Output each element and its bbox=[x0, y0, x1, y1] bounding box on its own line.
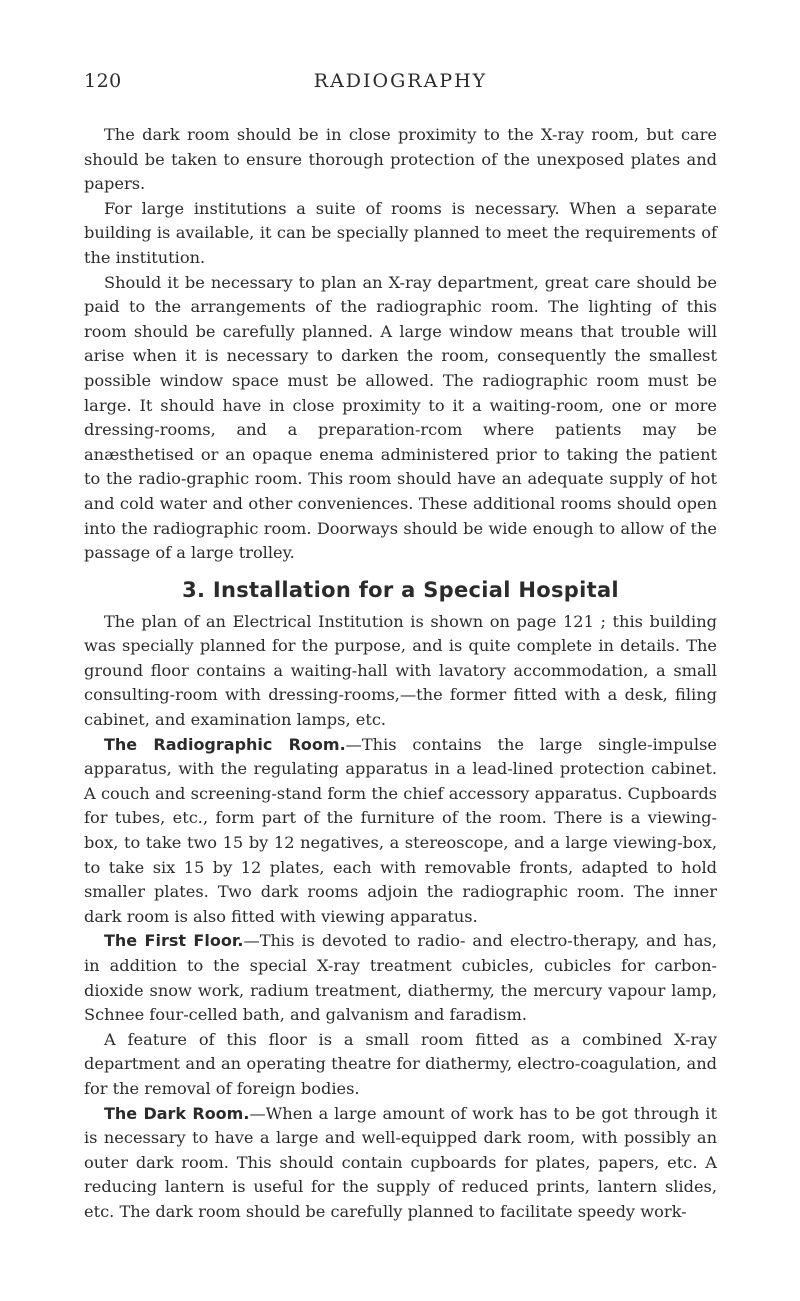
paragraph-xray-department-planning: Should it be necessary to plan an X-ray department, great care should be paid to the arrangements of the radiographic room. The lighting of this room should be carefully planned. A large window means that trouble will arise when it is necessary to darken the room, consequently the smallest possible window space must be allowed. The radiographic room must be large. It should have in close proximity to it a waiting-room, one or more dressing-rooms, and a preparation-rcom where patients may be anæsthetised or an opaque enema administered prior to taking the patient to the radio-graphic room. This room should have an adequate supply of hot and cold water and other conveniences. These additional rooms should open into the radiographic room. Doorways should be wide enough to allow of the passage of a large trolley. bbox=[84, 272, 717, 563]
running-title: RADIOGRAPHY bbox=[313, 70, 488, 92]
paragraph-first-floor-feature: A feature of this floor is a small room fitted as a combined X-ray department and an operating theatre for diathermy, electro-coagulation, and for the removal of foreign bodies. bbox=[84, 1029, 717, 1098]
running-head bbox=[84, 70, 717, 102]
paragraph-dark-room bbox=[84, 1102, 717, 1225]
paragraph-large-institutions: For large institutions a suite of rooms is necessary. When a separate building is available, it can be specially planned to meet the requirements of the institution. bbox=[84, 198, 717, 267]
radiographic-room-text: —This contains the large single-impulse apparatus, with the regulating apparatus in a lead-lined protection cabinet. A couch and screening-stand form the chief accessory apparatus. Cupboards for tubes, etc., form part of the furniture of the room. There is a viewing-box, to take two 15 by 12 negatives, a stereoscope, and a large viewing-box, to take six 15 by 12 plates, each with removable fronts, adapted to hold smaller plates. Two dark rooms adjoin the radiographic room. The inner dark room is also fitted with viewing apparatus. bbox=[84, 734, 717, 926]
paragraph-dark-room-proximity: The dark room should be in close proximity to the X-ray room, but care should be taken to ensure thorough protection of the unexposed plates and papers. bbox=[84, 125, 717, 194]
section-heading: 3. Installation for a Special Hospital bbox=[182, 577, 619, 602]
paragraph-first-floor bbox=[84, 929, 717, 1027]
run-in-heading-dark-room: The Dark Room. bbox=[104, 1103, 250, 1123]
first-floor-text: —This is devoted to radio- and electro-therapy, and has, in addition to the special X-ray treatment cubicles, cubicles for carbon-dioxide snow work, radium treatment, diathermy, the mercury vapour lamp, Schnee four-celled bath, and galvanism and faradism. bbox=[84, 931, 717, 1025]
paragraph-electrical-institution: The plan of an Electrical Institution is shown on page 121 ; this building was specially planned for the purpose, and is quite complete in details. The ground floor contains a waiting-hall with lavatory accommodation, a small consulting-room with dressing-rooms,—the former fitted with a desk, filing cabinet, and examination lamps, etc. bbox=[84, 611, 717, 730]
page-number: 120 bbox=[84, 70, 122, 92]
paragraph-radiographic-room bbox=[84, 733, 717, 930]
run-in-heading-first-floor: The First Floor. bbox=[104, 931, 244, 951]
run-in-heading-radiographic-room: The Radiographic Room. bbox=[104, 734, 346, 754]
dark-room-text: —When a large amount of work has to be got through it is necessary to have a large and well-equipped dark room, with possibly an outer dark room. This should contain cupboards for plates, papers, etc. A reducing lantern is useful for the supply of reduced prints, lantern slides, etc. The dark room should be carefully planned to facilitate speedy work- bbox=[84, 1103, 717, 1221]
body-text bbox=[84, 123, 717, 1225]
